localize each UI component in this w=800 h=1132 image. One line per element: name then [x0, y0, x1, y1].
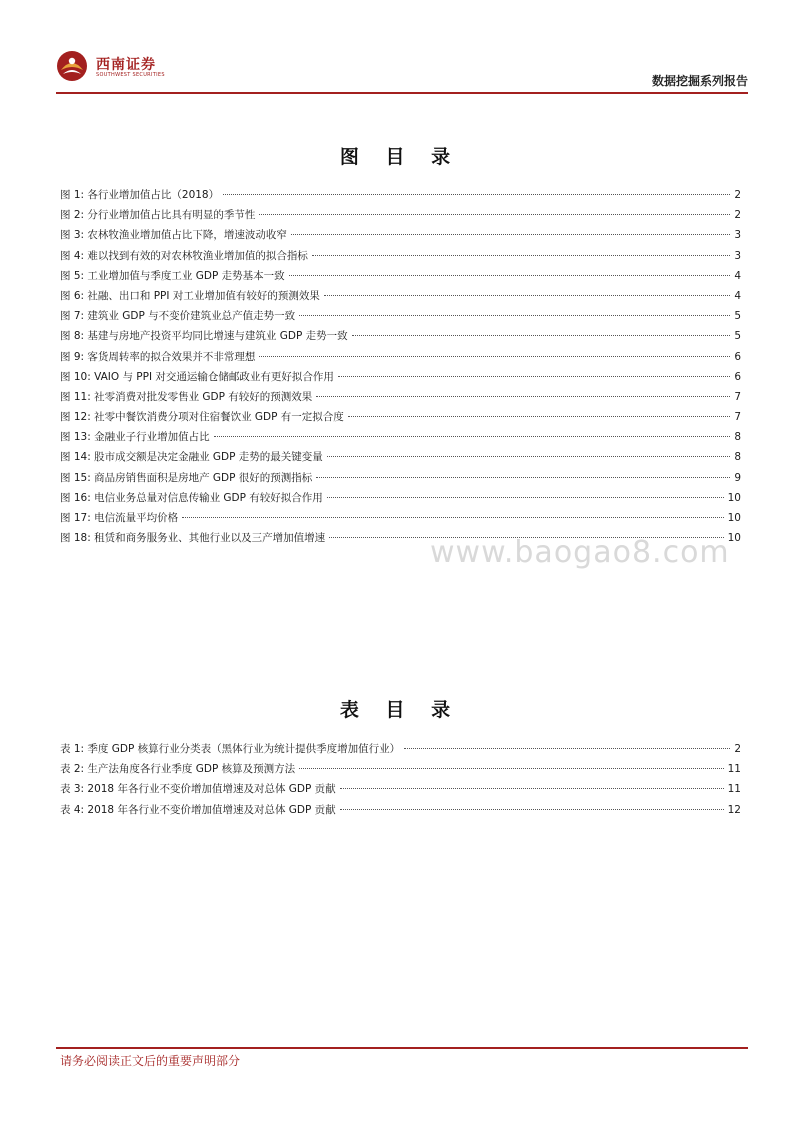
dot-leader — [223, 193, 730, 195]
table-toc-entry-label: 表 3: 2018 年各行业不变价增加值增速及对总体 GDP 贡献 — [60, 783, 336, 796]
dot-leader — [316, 395, 730, 397]
figure-toc-entry-page: 4 — [734, 289, 741, 302]
figures-toc-list — [60, 185, 741, 548]
dot-leader — [289, 274, 731, 276]
figure-toc-entry-page: 5 — [734, 330, 741, 343]
figure-toc-entry-page: 8 — [734, 451, 741, 464]
figure-toc-entry-label: 图 9: 客货周转率的拟合效果并不非常理想 — [60, 350, 256, 363]
figure-toc-entry[interactable] — [60, 407, 741, 427]
table-toc-entry-page: 2 — [734, 743, 741, 755]
figure-toc-entry-label: 图 11: 社零消费对批发零售业 GDP 有较好的预测效果 — [60, 390, 313, 403]
figure-toc-entry-label: 图 1: 各行业增加值占比（2018） — [60, 189, 220, 201]
figure-toc-entry-page: 10 — [727, 532, 741, 545]
figure-toc-entry-page: 7 — [734, 390, 741, 403]
figure-toc-entry-label: 图 18: 租赁和商务服务业、其他行业以及三产增加值增速 — [60, 532, 326, 545]
figure-toc-entry-page: 3 — [734, 249, 741, 262]
figure-toc-entry[interactable] — [60, 246, 741, 266]
figure-toc-entry[interactable] — [60, 427, 741, 447]
figure-toc-entry-page: 6 — [734, 350, 741, 363]
figure-toc-entry[interactable] — [60, 286, 741, 306]
figure-toc-entry[interactable] — [60, 387, 741, 407]
dot-leader — [324, 294, 730, 296]
footer-disclaimer: 请务必阅读正文后的重要声明部分 — [60, 1054, 241, 1068]
dot-leader — [312, 254, 730, 256]
header-divider — [56, 92, 748, 94]
logo-chinese-name: 西南证券 — [96, 57, 156, 73]
figures-toc-title: 图 目 录 — [339, 146, 461, 168]
table-toc-entry-page: 11 — [727, 783, 741, 796]
figure-toc-entry-page: 7 — [734, 411, 741, 424]
tables-toc-list — [60, 739, 741, 820]
table-toc-entry[interactable] — [60, 739, 741, 759]
dot-leader — [299, 314, 730, 316]
table-toc-entry[interactable] — [60, 800, 741, 820]
figure-toc-entry-page: 10 — [727, 491, 741, 504]
figure-toc-entry[interactable] — [60, 225, 741, 245]
figure-toc-entry-page: 5 — [734, 310, 741, 323]
logo-english-name: SOUTHWEST SECURITIES — [96, 72, 165, 78]
figure-toc-entry[interactable] — [60, 468, 741, 488]
figure-toc-entry-page: 10 — [727, 512, 741, 524]
figure-toc-entry-label: 图 2: 分行业增加值占比具有明显的季节性 — [60, 209, 256, 222]
dot-leader — [340, 787, 724, 789]
figure-toc-entry-label: 图 15: 商品房销售面积是房地产 GDP 很好的预测指标 — [60, 471, 313, 484]
figure-toc-entry[interactable] — [60, 347, 741, 367]
figure-toc-entry[interactable] — [60, 447, 741, 467]
figure-toc-entry-label: 图 7: 建筑业 GDP 与不变价建筑业总产值走势一致 — [60, 310, 296, 323]
figure-toc-entry-label: 图 5: 工业增加值与季度工业 GDP 走势基本一致 — [60, 269, 285, 282]
figure-toc-entry-label: 图 14: 股市成交额是决定金融业 GDP 走势的最关键变量 — [60, 451, 323, 464]
company-logo — [56, 46, 216, 86]
report-series-title: 数据挖掘系列报告 — [651, 74, 748, 88]
table-toc-entry[interactable] — [60, 759, 741, 779]
figure-toc-entry-label: 图 13: 金融业子行业增加值占比 — [60, 431, 210, 444]
dot-leader — [404, 747, 730, 749]
figure-toc-entry[interactable] — [60, 508, 741, 528]
table-toc-entry-label: 表 4: 2018 年各行业不变价增加值增速及对总体 GDP 贡献 — [60, 803, 336, 816]
dot-leader — [338, 375, 730, 377]
figure-toc-entry[interactable] — [60, 205, 741, 225]
tables-toc-title: 表 目 录 — [339, 699, 461, 721]
dot-leader — [182, 516, 724, 518]
dot-leader — [327, 496, 724, 498]
figure-toc-entry-label: 图 16: 电信业务总量对信息传输业 GDP 有较好拟合作用 — [60, 491, 323, 504]
figure-toc-entry-page: 3 — [734, 229, 741, 242]
logo-emblem-icon — [56, 50, 88, 82]
dot-leader — [340, 808, 724, 810]
footer-divider — [56, 1047, 748, 1049]
figure-toc-entry-label: 图 12: 社零中餐饮消费分项对住宿餐饮业 GDP 有一定拟合度 — [60, 411, 344, 424]
figure-toc-entry[interactable] — [60, 367, 741, 387]
table-toc-entry-page: 11 — [727, 763, 741, 776]
figure-toc-entry-label: 图 10: VAIO 与 PPI 对交通运输仓储邮政业有更好拟合作用 — [60, 370, 334, 383]
figure-toc-entry-label: 图 3: 农林牧渔业增加值占比下降，增速波动收窄 — [60, 229, 287, 242]
figure-toc-entry[interactable] — [60, 326, 741, 346]
dot-leader — [348, 415, 731, 417]
dot-leader — [327, 455, 731, 457]
dot-leader — [259, 355, 730, 357]
figure-toc-entry[interactable] — [60, 185, 741, 205]
figure-toc-entry-page: 9 — [734, 471, 741, 484]
figure-toc-entry[interactable] — [60, 488, 741, 508]
dot-leader — [214, 435, 731, 437]
figure-toc-entry-label: 图 17: 电信流量平均价格 — [60, 512, 179, 524]
dot-leader — [299, 767, 724, 769]
page-header — [56, 46, 748, 96]
watermark-text: www.baogao8.com — [430, 535, 730, 570]
figure-toc-entry[interactable] — [60, 266, 741, 286]
figure-toc-entry-label: 图 4: 难以找到有效的对农林牧渔业增加值的拟合指标 — [60, 249, 308, 262]
table-toc-entry[interactable] — [60, 779, 741, 799]
figure-toc-entry-page: 2 — [734, 189, 741, 201]
table-toc-entry-label: 表 2: 生产法角度各行业季度 GDP 核算及预测方法 — [60, 763, 296, 776]
figure-toc-entry-page: 2 — [734, 209, 741, 222]
figure-toc-entry-page: 8 — [734, 431, 741, 444]
figure-toc-entry-page: 4 — [734, 269, 741, 282]
table-toc-entry-page: 12 — [727, 803, 741, 816]
figure-toc-entry[interactable] — [60, 306, 741, 326]
dot-leader — [259, 213, 730, 215]
figure-toc-entry-label: 图 8: 基建与房地产投资平均同比增速与建筑业 GDP 走势一致 — [60, 330, 348, 343]
dot-leader — [316, 476, 730, 478]
figure-toc-entry-page: 6 — [734, 370, 741, 383]
figure-toc-entry-label: 图 6: 社融、出口和 PPI 对工业增加值有较好的预测效果 — [60, 289, 320, 302]
dot-leader — [291, 233, 730, 235]
dot-leader — [352, 334, 731, 336]
table-toc-entry-label: 表 1: 季度 GDP 核算行业分类表（黑体行业为统计提供季度增加值行业） — [60, 743, 401, 755]
